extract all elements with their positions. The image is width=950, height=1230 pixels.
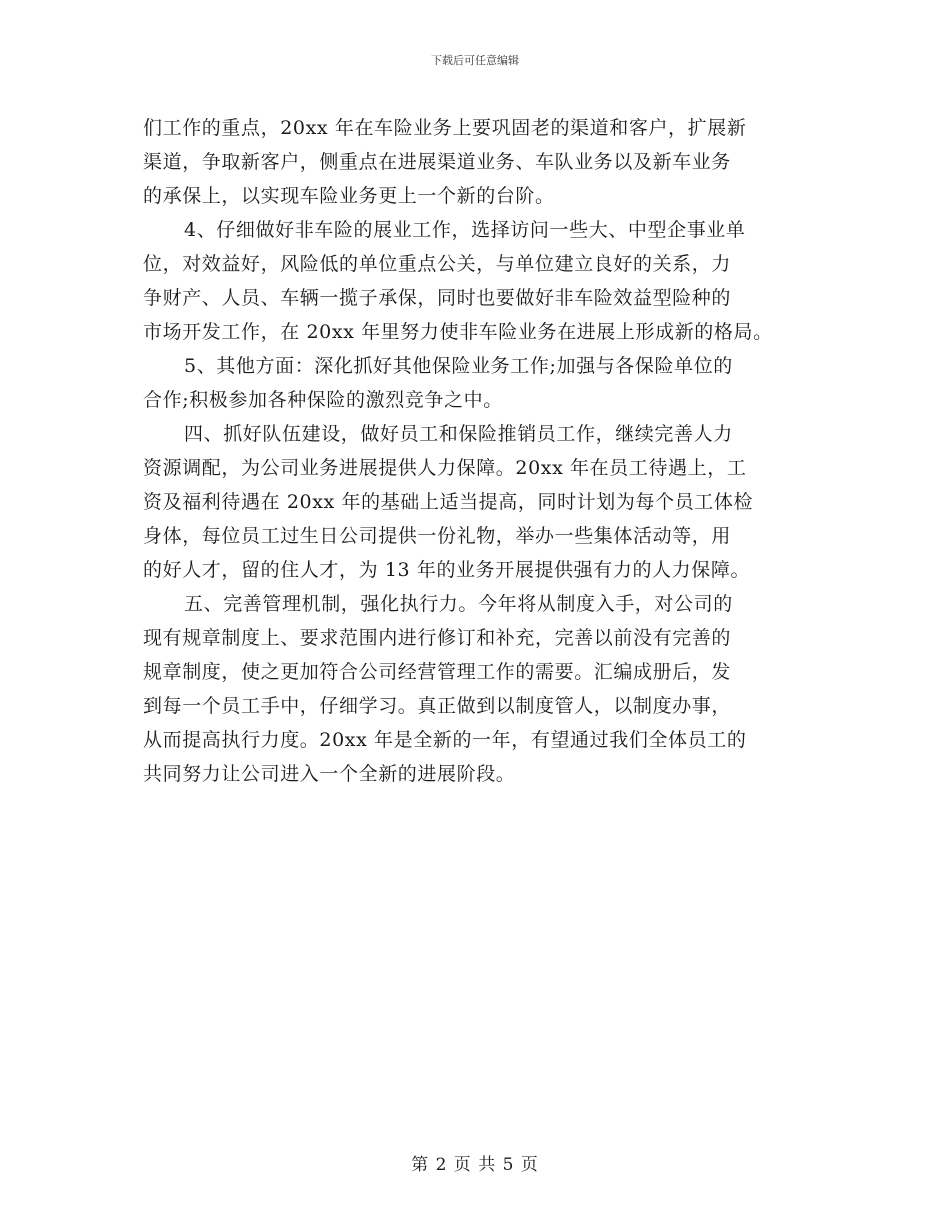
paragraph <box>143 587 823 791</box>
page-number: 第 2 页 共 5 页 <box>411 1155 539 1175</box>
text-line: 五、完善管理机制，强化执行力。今年将从制度入手，对公司的 <box>184 593 733 615</box>
text-line: 四、抓好队伍建设，做好员工和保险推销员工作，继续完善人力 <box>184 423 733 445</box>
text-line: 身体，每位员工过生日公司提供一份礼物，举办一些集体活动等，用 <box>143 525 732 547</box>
paragraph <box>143 111 823 213</box>
paragraph <box>143 213 823 349</box>
paragraph <box>143 349 823 417</box>
text-line: 现有规章制度上、要求范围内进行修订和补充，完善以前没有完善的 <box>143 627 732 649</box>
text-line: 5、其他方面：深化抓好其他保险业务工作;加强与各保险单位的 <box>184 355 733 377</box>
paragraph <box>143 417 823 587</box>
text-line: 规章制度，使之更加符合公司经营管理工作的需要。汇编成册后，发 <box>143 661 732 683</box>
text-line: 从而提高执行力度。20xx 年是全新的一年，有望通过我们全体员工的 <box>143 729 747 751</box>
text-line: 位，对效益好，风险低的单位重点公关，与单位建立良好的关系，力 <box>143 253 732 275</box>
text-line: 市场开发工作，在 20xx 年里努力使非车险业务在进展上形成新的格局。 <box>143 321 773 343</box>
document-body <box>143 111 823 791</box>
text-line: 4、仔细做好非车险的展业工作，选择访问一些大、中型企事业单 <box>184 219 746 241</box>
text-line: 到每一个员工手中，仔细学习。真正做到以制度管人，以制度办事， <box>143 695 732 717</box>
text-line: 渠道，争取新客户，侧重点在进展渠道业务、车队业务以及新车业务 <box>143 151 732 173</box>
text-line: 合作;积极参加各种保险的激烈竞争之中。 <box>143 389 503 411</box>
text-line: 的承保上，以实现车险业务更上一个新的台阶。 <box>143 185 555 207</box>
text-line: 争财产、人员、车辆一揽子承保，同时也要做好非车险效益型险种的 <box>143 287 732 309</box>
text-line: 的好人才，留的住人才，为 13 年的业务开展提供强有力的人力保障。 <box>143 559 751 581</box>
text-line: 共同努力让公司进入一个全新的进展阶段。 <box>143 763 516 785</box>
text-line: 资源调配，为公司业务进展提供人力保障。20xx 年在员工待遇上，工 <box>143 457 747 479</box>
page-header: 下载后可任意编辑 <box>431 54 519 67</box>
text-line: 们工作的重点，20xx 年在车险业务上要巩固老的渠道和客户，扩展新 <box>143 117 747 139</box>
text-line: 资及福利待遇在 20xx 年的基础上适当提高，同时计划为每个员工体检 <box>143 491 754 513</box>
